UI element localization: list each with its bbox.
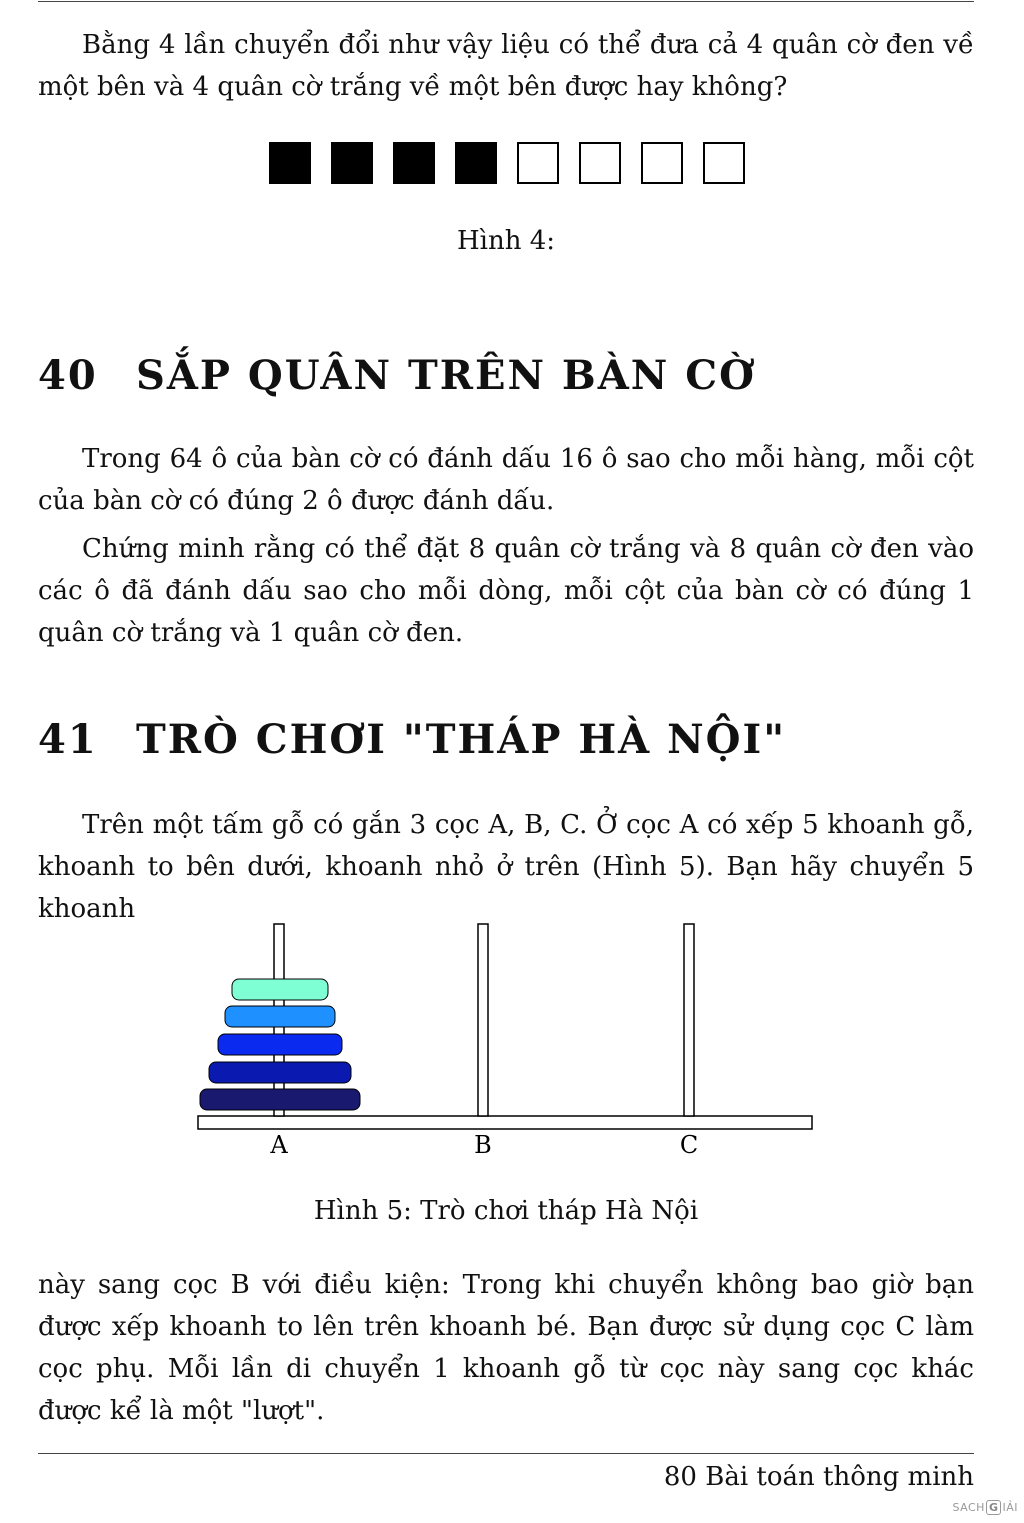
disk-4 — [209, 1062, 351, 1083]
disk-1 — [232, 979, 328, 1000]
white-square — [703, 142, 745, 184]
peg-label-a: A — [270, 1131, 288, 1159]
black-square — [393, 142, 435, 184]
black-square — [269, 142, 311, 184]
peg-b — [478, 924, 488, 1116]
intro-question: Bằng 4 lần chuyển đổi như vậy liệu có thể đưa cả 4 quân cờ đen về một bên và 4 quân cờ trắng về một bên được hay không? — [38, 30, 974, 102]
watermark-left: SACH — [952, 1501, 985, 1514]
disk-5 — [200, 1089, 360, 1110]
footer-rule — [38, 1453, 974, 1454]
figure-4-caption: Hình 4: — [456, 226, 556, 256]
peg-label-c: C — [679, 1131, 699, 1159]
white-square — [579, 142, 621, 184]
section-40-para-1: Trong 64 ô của bàn cờ có đánh dấu 16 ô sao cho mỗi hàng, mỗi cột của bàn cờ có đúng 2 ô được đánh dấu. — [38, 444, 974, 516]
section-41-number: 41 — [38, 716, 98, 763]
footer-book-title: 80 Bài toán thông minh — [663, 1462, 974, 1492]
white-square — [517, 142, 559, 184]
section-40-title: SẮP QUÂN TRÊN BÀN CỜ — [136, 352, 756, 399]
section-41-title: TRÒ CHƠI "THÁP HÀ NỘI" — [136, 716, 787, 763]
peg-c — [684, 924, 694, 1116]
white-square — [641, 142, 683, 184]
section-40-heading — [38, 352, 974, 399]
section-40-para-2: Chứng minh rằng có thể đặt 8 quân cờ trắng và 8 quân cờ đen vào các ô đã đánh dấu sao cho mỗi dòng, mỗi cột của bàn cờ có đúng 1 quân cờ trắng và 1 quân cờ đen. — [38, 534, 974, 648]
wooden-base — [198, 1116, 812, 1129]
black-square — [331, 142, 373, 184]
section-41-para-1: Trên một tấm gỗ có gắn 3 cọc A, B, C. Ở cọc A có xếp 5 khoanh gỗ, khoanh to bên dưới, khoanh nhỏ ở trên (Hình 5). Bạn hãy chuyển 5 khoanh — [38, 810, 974, 924]
watermark-right: IẢI — [1002, 1501, 1018, 1514]
peg-label-b: B — [474, 1131, 492, 1159]
watermark-g-icon: G — [986, 1500, 1002, 1515]
section-41-heading — [38, 716, 974, 763]
disk-3 — [218, 1034, 342, 1055]
black-square — [455, 142, 497, 184]
top-rule — [38, 1, 974, 2]
disk-2 — [225, 1006, 335, 1027]
watermark-logo — [952, 1500, 1018, 1515]
tower-of-hanoi-figure — [0, 900, 1024, 1170]
section-41-para-2: này sang cọc B với điều kiện: Trong khi chuyển không bao giờ bạn được xếp khoanh to lên trên khoanh bé. Bạn được sử dụng cọc C làm cọc phụ. Mỗi lần di chuyển 1 khoanh gỗ từ cọc này sang cọc khác được kể là một "lượt". — [38, 1270, 974, 1426]
section-40-number: 40 — [38, 352, 98, 399]
figure-5-caption: Hình 5: Trò chơi tháp Hà Nội — [313, 1196, 699, 1226]
